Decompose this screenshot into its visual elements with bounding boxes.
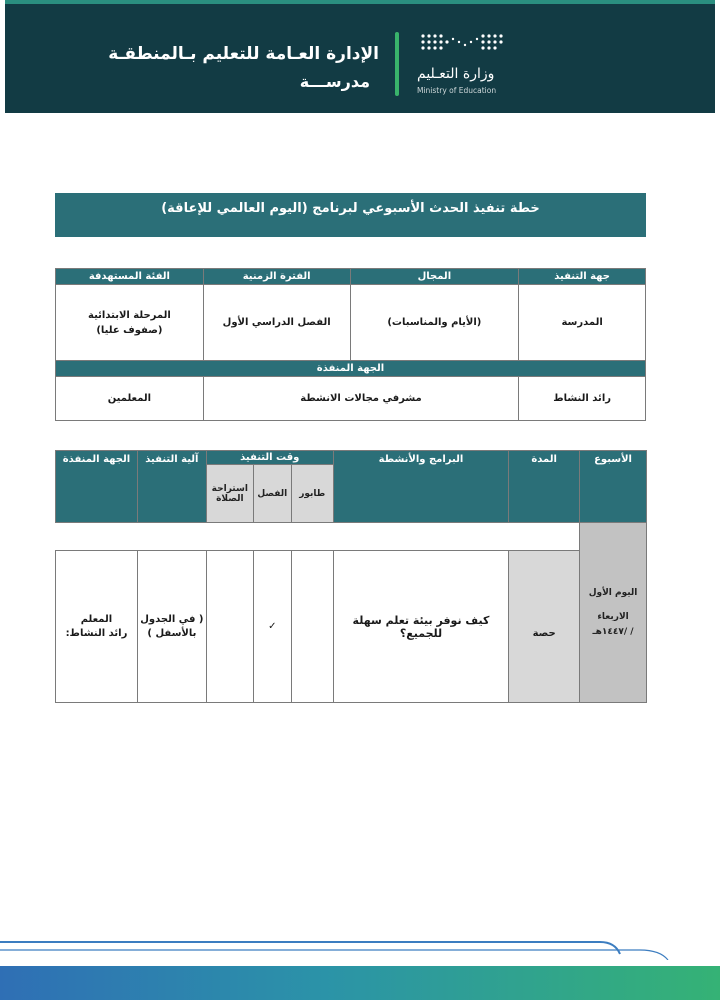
authority-title: الإدارة العـامة للتعليم بـالمنطقـة xyxy=(108,44,379,64)
ministry-name-en: Ministry of Education xyxy=(417,86,497,95)
schedule-table xyxy=(55,450,647,703)
school-name: مدرســـة xyxy=(299,72,370,91)
value-teachers: المعلمين xyxy=(56,377,204,421)
header-week: الأسبوع xyxy=(580,451,647,523)
header-programs: البرامج والأنشطة xyxy=(333,451,509,523)
week-day: اليوم الأول xyxy=(588,587,638,598)
header-duration: المدة xyxy=(509,451,580,523)
subheader-class: الفصل xyxy=(253,465,291,523)
value-target-group: المرحلة الابتدائية (صفوف عليا) xyxy=(56,285,204,361)
program-cell: كيف نوفر بيئة تعلم سهلة للجميع؟ xyxy=(333,551,509,703)
prayer-break-cell xyxy=(206,551,253,703)
value-executing-party: المدرسة xyxy=(519,285,646,361)
header-executor: الجهة المنفذة xyxy=(56,451,138,523)
header-time-period: الفترة الزمنية xyxy=(203,269,350,285)
duration-cell: حصة xyxy=(509,551,580,703)
week-weekday: الاربعاء xyxy=(597,612,629,623)
value-supervisors: مشرفي مجالات الانشطة xyxy=(203,377,518,421)
header-target-group: الفئة المستهدفة xyxy=(56,269,204,285)
week-date: / /١٤٤٧هـ xyxy=(592,626,634,637)
header-domain: المجال xyxy=(350,269,519,285)
week-cell xyxy=(580,523,647,703)
ministry-dots-icon xyxy=(419,32,503,56)
value-time-period: الفصل الدراسي الأول xyxy=(203,285,350,361)
ministry-name-ar: وزارة التعـليم xyxy=(417,66,495,82)
spacer-row xyxy=(56,523,580,551)
value-domain: (الأيام والمناسبات) xyxy=(350,285,519,361)
subheader-prayer-break: استراحة الصلاة xyxy=(206,465,253,523)
value-activity-leader: رائد النشاط xyxy=(519,377,646,421)
subheader-queue: طابور xyxy=(291,465,333,523)
info-table xyxy=(55,268,646,421)
header-divider xyxy=(395,32,399,96)
executor-cell: المعلم رائد النشاط: xyxy=(56,551,138,703)
footer-bar xyxy=(0,966,720,1000)
class-check-cell: ✓ xyxy=(253,551,291,703)
queue-cell xyxy=(291,551,333,703)
mechanism-cell: ( في الجدول بالأسفل ) xyxy=(137,551,206,703)
footer-wave-decoration xyxy=(0,930,720,960)
plan-title: خطة تنفيذ الحدث الأسبوعي لبرنامج (اليوم العالمي للإعاقة) xyxy=(55,193,646,237)
page-header xyxy=(5,0,715,113)
header-exec-time: وقت التنفيذ xyxy=(206,451,333,465)
header-mechanism: آلية التنفيذ xyxy=(137,451,206,523)
header-executing-party: جهة التنفيذ xyxy=(519,269,646,285)
ministry-logo xyxy=(417,32,507,100)
executing-party-band: الجهة المنفذة xyxy=(56,361,646,377)
